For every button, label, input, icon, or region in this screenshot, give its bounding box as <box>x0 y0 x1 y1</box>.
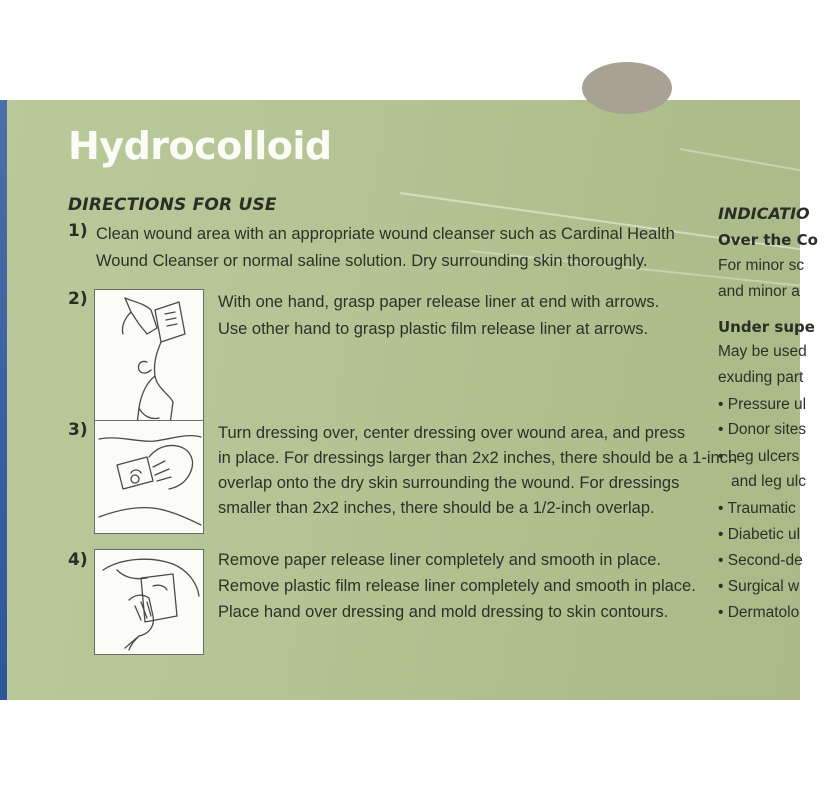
under-supervision-subheading: Under supe <box>718 318 815 336</box>
step-4-line-3: Place hand over dressing and mold dressing to skin contours. <box>218 603 669 621</box>
step-3-number: 3) <box>68 420 88 440</box>
indications-heading: INDICATIO <box>718 204 810 223</box>
step-1-line-2: Wound Cleanser or normal saline solution. Dry surrounding skin thoroughly. <box>96 252 648 270</box>
indication-bullet: • Pressure ul <box>718 396 807 413</box>
otc-line-1: For minor sc <box>718 257 805 274</box>
indication-bullet: • Traumatic <box>718 500 796 517</box>
step-2-number: 2) <box>68 289 88 309</box>
indication-bullet: • Dermatolo <box>718 604 800 621</box>
supervision-line-1: May be used <box>718 343 807 360</box>
indication-bullet: • Surgical w <box>718 578 800 595</box>
indication-bullet: • Second-de <box>718 552 803 569</box>
otc-line-2: and minor a <box>718 283 800 300</box>
indication-bullet: • Diabetic ul <box>718 526 801 543</box>
step-3-line-4: smaller than 2x2 inches, there should be a 1/2-inch overlap. <box>218 499 655 517</box>
indication-bullet-continued: and leg ulc <box>731 473 806 490</box>
step-1-number: 1) <box>68 221 88 241</box>
hand-applying-dressing-icon <box>94 420 204 534</box>
light-streak <box>680 148 838 178</box>
step-4-line-2: Remove plastic film release liner completely and smooth in place. <box>218 577 696 595</box>
step-3-line-1: Turn dressing over, center dressing over wound area, and press <box>218 424 686 442</box>
step-3-line-2: in place. For dressings larger than 2x2 inches, there should be a 1-inch <box>218 449 738 467</box>
step-4-number: 4) <box>68 550 88 570</box>
directions-heading: DIRECTIONS FOR USE <box>68 195 277 215</box>
round-tab-shape <box>582 62 672 114</box>
product-title: Hydrocolloid <box>68 124 332 168</box>
blue-edge-strip <box>0 100 7 700</box>
indication-bullet: • Donor sites <box>718 421 807 438</box>
over-the-counter-subheading: Over the Co <box>718 231 818 249</box>
hands-smoothing-dressing-icon <box>94 549 204 655</box>
indication-bullet: • Leg ulcers <box>718 448 800 465</box>
step-1-line-1: Clean wound area with an appropriate wound cleanser such as Cardinal Health <box>96 225 675 243</box>
step-4-line-1: Remove paper release liner completely and smooth in place. <box>218 551 661 569</box>
supervision-line-2: exuding part <box>718 369 804 386</box>
step-2-line-2: Use other hand to grasp plastic film release liner at arrows. <box>218 320 649 338</box>
step-2-line-1: With one hand, grasp paper release liner at end with arrows. <box>218 293 660 311</box>
step-3-line-3: overlap onto the dry skin surrounding the wound. For dressings <box>218 474 680 492</box>
